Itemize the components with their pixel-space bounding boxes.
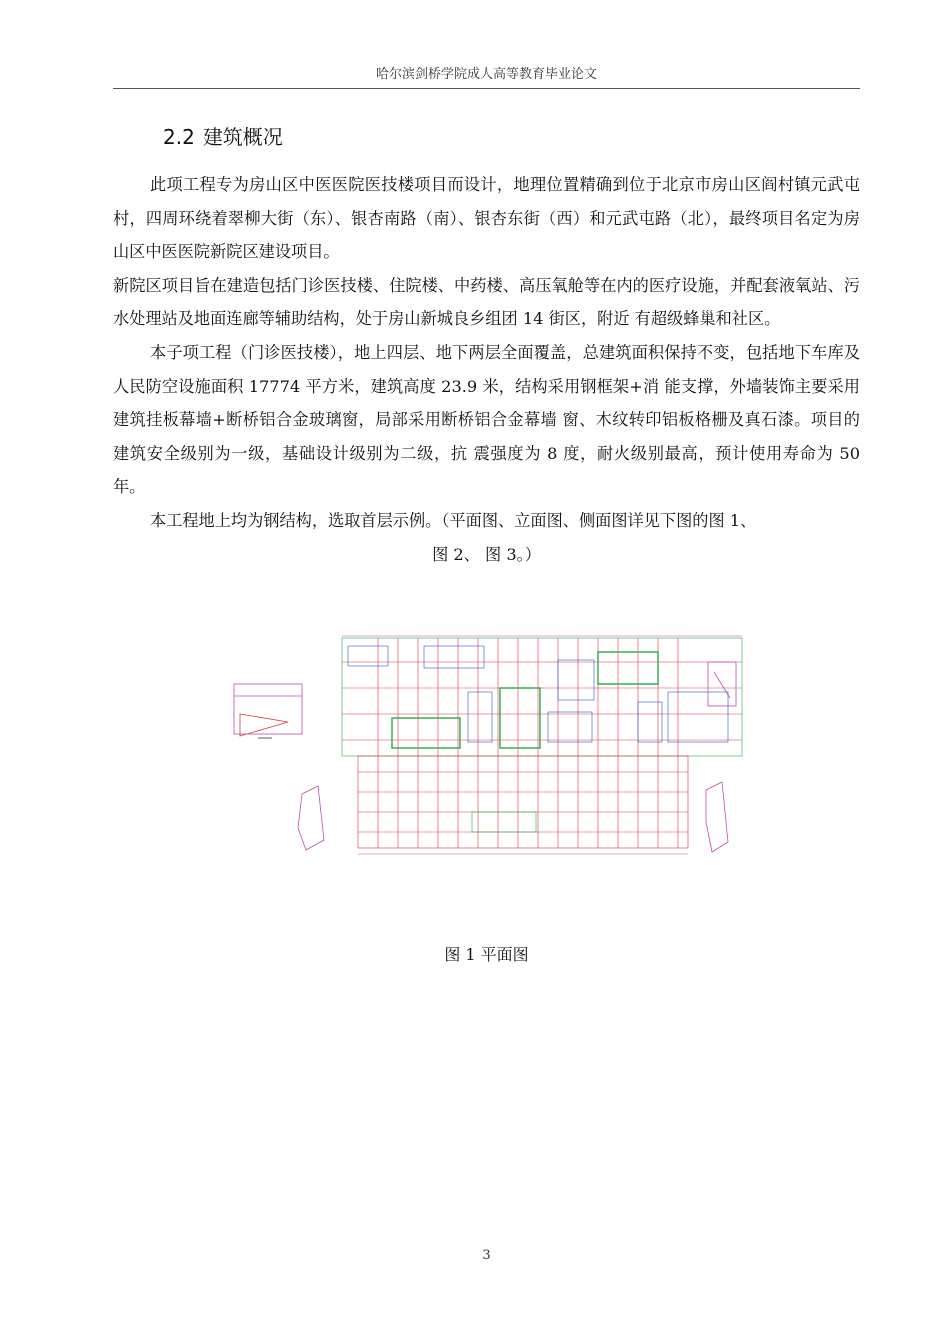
grid-vertical [378, 638, 678, 848]
main-plan [342, 636, 742, 854]
paragraph-location: 此项工程专为房山区中医医院医技楼项目而设计，地理位置精确到位于北京市房山区阎村镇元武屯村，四周环绕着翠柳大街（东）、银杏南路（南）、银杏东街（西）和元武屯路（北），最终项目名定为房山区中医医院新院区建设项目。 [113, 175, 860, 262]
left-detail-sketch [234, 684, 302, 738]
corner-shapes [298, 782, 728, 852]
floor-plan-drawing [228, 632, 748, 864]
paragraph-structure: 本工程地上均为钢结构，选取首层示例。（平面图、立面图、侧面图详见下图的图 1、 [150, 510, 757, 530]
header-rule [113, 88, 860, 89]
page-header: 哈尔滨剑桥学院成人高等教育毕业论文 [375, 67, 597, 82]
section-heading [163, 123, 283, 151]
paragraph-specs: 本子项工程（门诊医技楼），地上四层、地下两层全面覆盖，总建筑面积保持不变，包括地下车库及人民防空设施面积 17774 平方米，建筑高度 23.9 米，结构采用钢框架+消 能支撑，外墙装饰主要采用建筑挂板幕墙+断桥铝合金玻璃窗，局部采用断桥铝合金幕墙 窗、木纹转印铝板格栅及真石漆。项目的建筑安全级别为一级，基础设计级别为二级，抗 震强度为 8 度，耐火级别最高，预计使用寿命为 50 年。 [113, 342, 860, 497]
paragraph-figure-refs: 图 2、 图 3。） [432, 544, 541, 564]
section-title: 建筑概况 [202, 125, 283, 149]
body-text [113, 168, 860, 571]
page-number: 3 [482, 1248, 491, 1263]
figure-caption: 图 1 平面图 [444, 945, 529, 964]
section-number: 2.2 [163, 125, 195, 149]
right-detail-sketch [708, 662, 736, 706]
dimension-lines [342, 636, 742, 854]
paragraph-facilities: 新院区项目旨在建造包括门诊医技楼、住院楼、中药楼、高压氧舱等在内的医疗设施，并配套液氧站、污水处理站及地面连廊等辅助结构，处于房山新城良乡组团 14 街区，附近 有超级蜂巢和社区。 [113, 275, 860, 329]
grid-horizontal [342, 662, 742, 832]
